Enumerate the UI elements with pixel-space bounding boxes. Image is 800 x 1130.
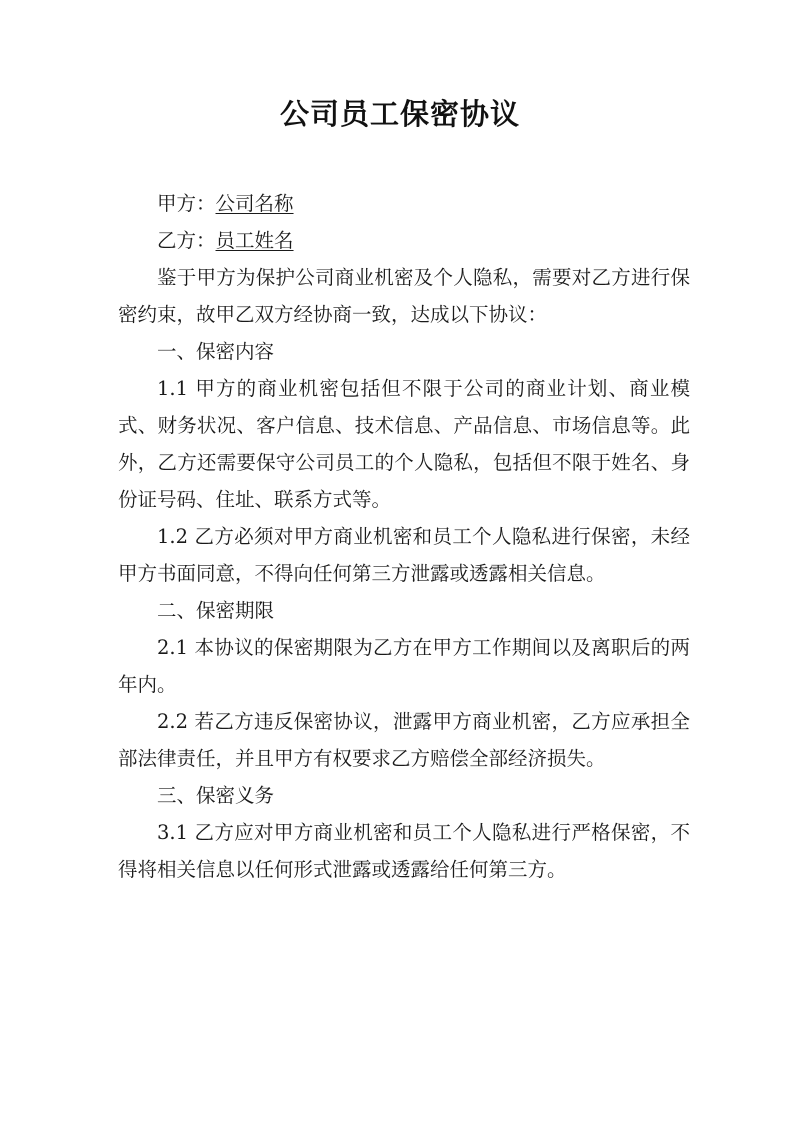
clause: 1.2 乙方必须对甲方商业机密和员工个人隐私进行保密，未经甲方书面同意，不得向任何第三方泄露或透露相关信息。	[118, 525, 690, 585]
document-title: 公司员工保密协议	[279, 97, 520, 131]
clause: 1.1 甲方的商业机密包括但不限于公司的商业计划、商业模式、财务状况、客户信息、技术信息、产品信息、市场信息等。此外，乙方还需要保守公司员工的个人隐私，包括但不限于姓名、身份证号码、住址、联系方式等。	[118, 377, 690, 511]
party-b-line	[118, 222, 690, 259]
party-b-value: 员工姓名	[215, 229, 294, 252]
clause: 2.2 若乙方违反保密协议，泄露甲方商业机密，乙方应承担全部法律责任，并且甲方有权要求乙方赔偿全部经济损失。	[118, 710, 690, 770]
party-a-value: 公司名称	[215, 192, 294, 215]
party-a-line	[118, 185, 690, 222]
party-b-label: 乙方：	[157, 229, 216, 252]
preamble: 鉴于甲方为保护公司商业机密及个人隐私，需要对乙方进行保密约束，故甲乙双方经协商一致，达成以下协议：	[118, 266, 690, 326]
document-body	[118, 185, 690, 888]
clause: 3.1 乙方应对甲方商业机密和员工个人隐私进行严格保密，不得将相关信息以任何形式泄露或透露给任何第三方。	[118, 821, 690, 881]
section-heading: 三、保密义务	[157, 784, 275, 807]
section-heading: 二、保密期限	[157, 599, 275, 622]
party-a-label: 甲方：	[157, 192, 216, 215]
section-heading: 一、保密内容	[157, 340, 275, 363]
clause: 2.1 本协议的保密期限为乙方在甲方工作期间以及离职后的两年内。	[118, 636, 690, 696]
